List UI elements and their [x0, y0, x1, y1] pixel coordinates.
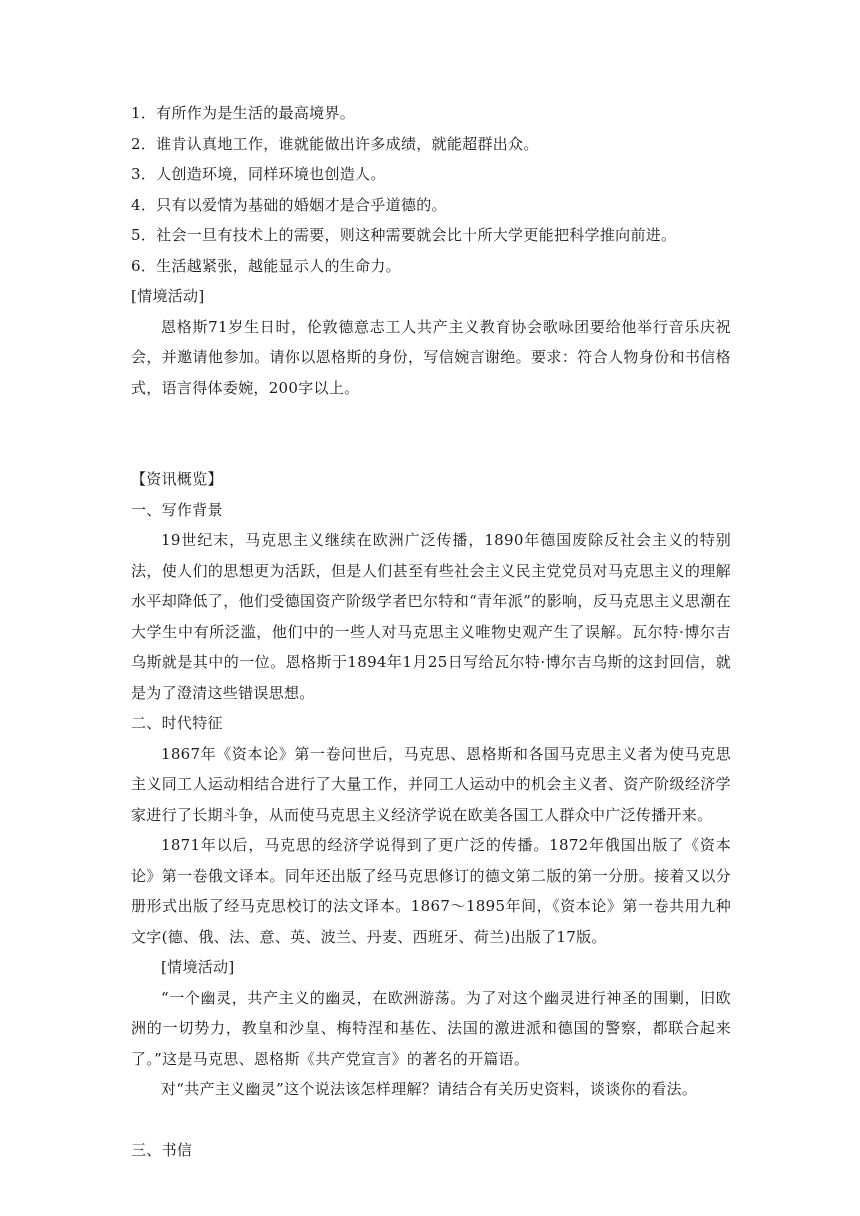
overview-title: 【资讯概览】: [131, 470, 223, 488]
section-heading-letter: 三、书信: [131, 1140, 193, 1159]
activity-text: 恩格斯71岁生日时，伦敦德意志工人共产主义教育协会歌咏团要给他举行音乐庆祝会，并邀请他参加。请你以恩格斯的身份，写信婉言谢绝。要求：符合人物身份和书信格式，语言得体委婉，200字以上。: [131, 317, 731, 397]
era-paragraph-1: 1867年《资本论》第一卷问世后，马克思、恩格斯和各国马克思主义者为使马克思主义同工人运动相结合进行了大量工作，并同工人运动中的机会主义者、资产阶级经济学家进行了长期斗争，从而使马克思主义经济学说在欧美各国工人群众中广泛传播开来。: [131, 744, 731, 824]
activity-label-2: [情境活动]: [161, 958, 235, 976]
activity-label: [情境活动]: [131, 287, 205, 305]
list-item-2: 2．谁肯认真地工作，谁就能做出许多成绩，就能超群出众。: [131, 134, 539, 153]
spacer: [131, 1105, 731, 1135]
spacer: [131, 403, 731, 464]
section-heading-era: 二、时代特征: [131, 714, 223, 732]
document-page: [131, 98, 731, 1165]
background-paragraph: 19世纪末，马克思主义继续在欧洲广泛传播，1890年德国废除反社会主义的特别法，使人们的思想更为活跃，但是人们甚至有些社会主义民主党党员对马克思主义的理解水平却降低了，他们受德国资产阶级学者巴尔特和“青年派”的影响，反马克思主义思潮在大学生中有所泛滥，他们中的一些人对马克思主义唯物史观产生了误解。瓦尔特·博尔吉乌斯就是其中的一位。恩格斯于1894年1月25日写给瓦尔特·博尔吉乌斯的这封回信，就是为了澄清这些错误思想。: [131, 531, 731, 702]
list-item-3: 3．人创造环境，同样环境也创造人。: [131, 165, 386, 183]
list-item-4: 4．只有以爱情为基础的婚姻才是合乎道德的。: [131, 195, 447, 214]
list-item-1: 1．有所作为是生活的最高境界。: [131, 104, 356, 122]
list-item-6: 6．生活越紧张，越能显示人的生命力。: [131, 256, 401, 275]
section-heading-background: 一、写作背景: [131, 500, 223, 519]
list-item-5: 5．社会一旦有技术上的需要，则这种需要就会比十所大学更能把科学推向前进。: [131, 226, 677, 244]
era-paragraph-2: 1871年以后，马克思的经济学说得到了更广泛的传播。1872年俄国出版了《资本论》第一卷俄文译本。同年还出版了经马克思修订的德文第二版的第一分册。接着又以分册形式出版了经马克思校订的法文译本。1867～1895年间，《资本论》第一卷共用九种文字(德、俄、法、意、英、波兰、丹麦、西班牙、荷兰)出版了17版。: [131, 836, 731, 946]
activity-question: 对“共产主义幽灵”这个说法该怎样理解？请结合有关历史资料，谈谈你的看法。: [161, 1080, 698, 1098]
manifesto-quote: “一个幽灵，共产主义的幽灵，在欧洲游荡。为了对这个幽灵进行神圣的围剿，旧欧洲的一切势力，教皇和沙皇、梅特涅和基佐、法国的激进派和德国的警察，都联合起来了。”这是马克思、恩格斯《共产党宣言》的著名的开篇语。: [131, 988, 731, 1068]
